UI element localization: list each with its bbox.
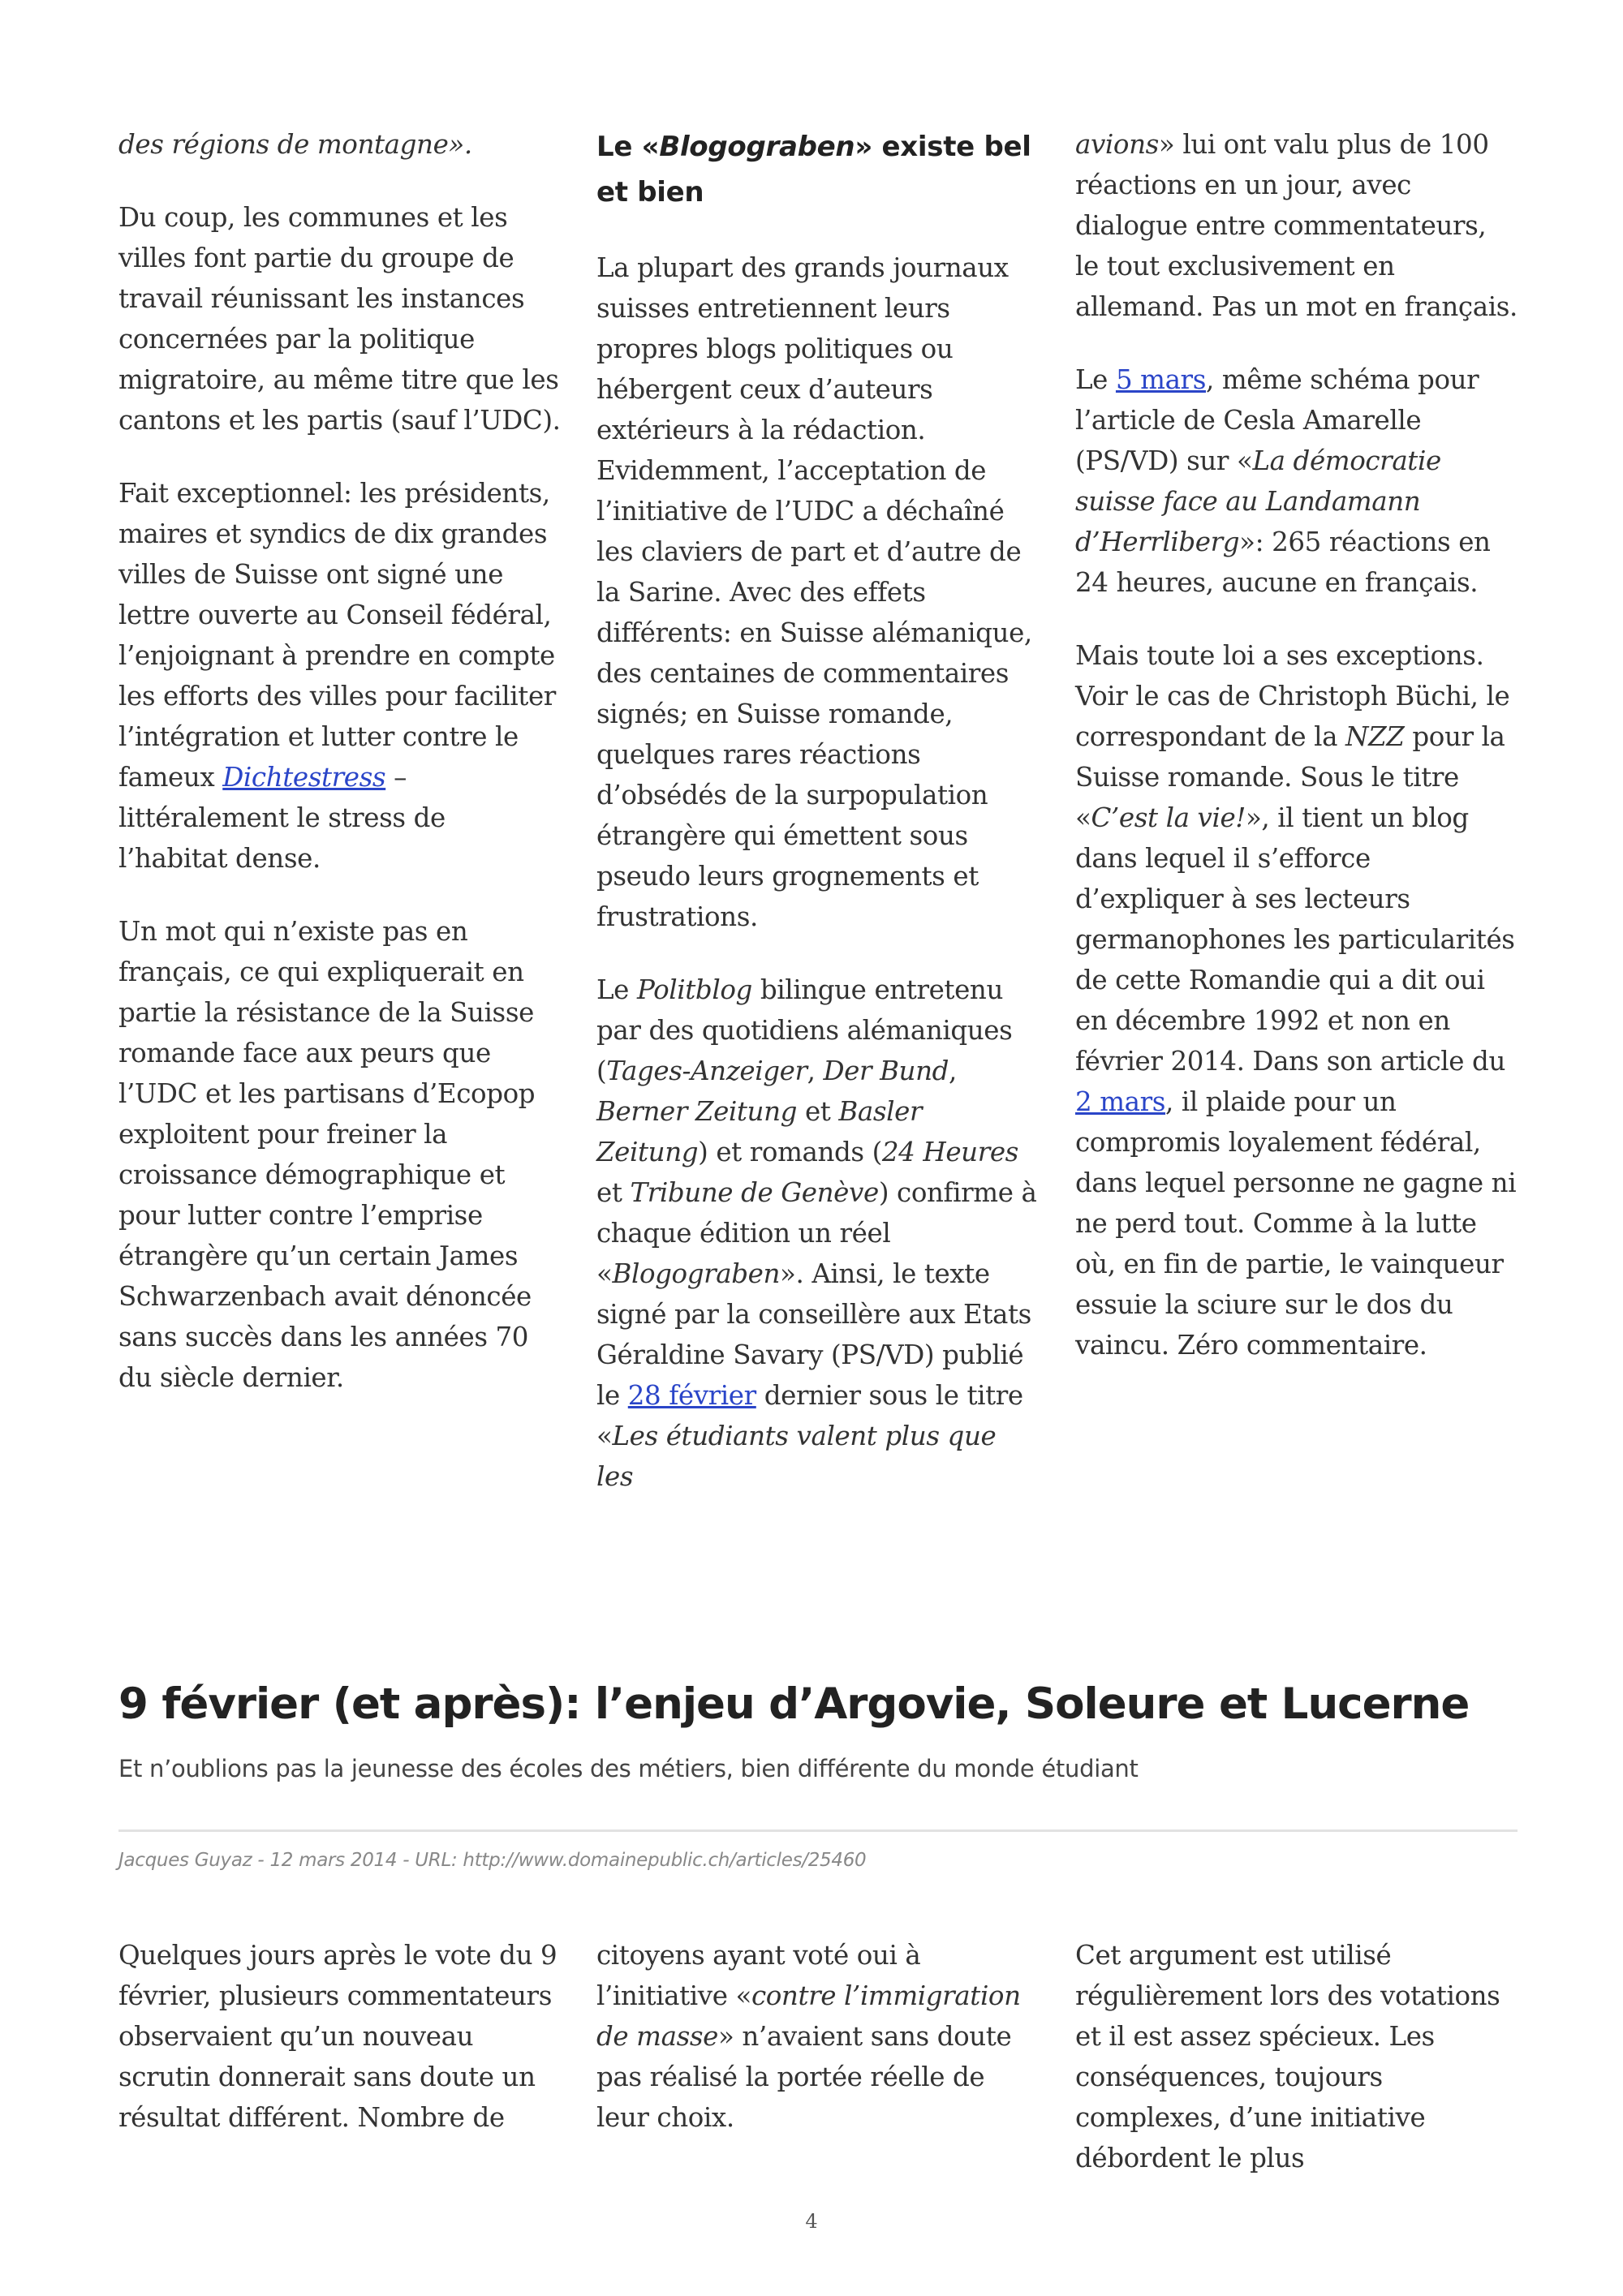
text-run: Mais toute loi a ses exceptions. Voir le cas de Christoph Büchi, le correspondant de la <box>1075 640 1510 752</box>
text-run: ». Ainsi, le texte signé par la conseillère aux Etats Géraldine Savary (PS/VD) publié le <box>596 1258 1031 1411</box>
italic-text: La démocratie suisse face au Landamann d’Herrliberg <box>1075 445 1441 557</box>
paragraph <box>118 911 561 1398</box>
italic-text: Politblog <box>636 974 752 1005</box>
paragraph <box>1075 124 1518 327</box>
inline-link[interactable]: 28 février <box>627 1380 756 1411</box>
italic-text: avions <box>1075 129 1159 160</box>
text-run: , <box>949 1056 957 1086</box>
new-article-column-2 <box>596 1935 1039 2138</box>
text-run: Fait exceptionnel: les présidents, maires et syndics de dix grandes villes de Suisse ont signé une lettre ouverte au Conseil fédéral, l’enjoignant à prendre en compte les efforts des villes pour faciliter l’intégration et lutter contre le fameux <box>118 478 556 793</box>
article-subtitle: Et n’oublions pas la jeunesse des écoles des métiers, bien différente du monde étudiant <box>118 1755 1139 1782</box>
italic-text: Blogograben <box>659 131 855 163</box>
italic-text: des régions de montagne». <box>118 129 472 160</box>
paragraph <box>1075 1935 1518 2178</box>
text-run: Un mot qui n’existe pas en français, ce qui expliquerait en partie la résistance de la Suisse romande face aux peurs que l’UDC et les partisans d’Ecopop exploitent pour freiner la croissance démographique et pour lutter contre l’emprise étrangère qu’un certain James Schwarzenbach avait dénoncée sans succès dans les années 70 du siècle dernier. <box>118 916 536 1393</box>
text-run: » lui ont valu plus de 100 réactions en un jour, avec dialogue entre commentateurs, le tout exclusivement en allemand. Pas un mot en français. <box>1075 129 1518 322</box>
italic-text: Basler Zeitung <box>596 1096 923 1167</box>
text-run: », il tient un blog dans lequel il s’efforce d’expliquer à ses lecteurs germanophones les particularités de cette Romandie qui a dit oui en décembre 1992 et non en février 2014. Dans son article du <box>1075 802 1515 1077</box>
text-run: – littéralement le stress de l’habitat dense. <box>118 762 446 874</box>
text-run: Le <box>596 974 637 1005</box>
italic-text: Blogograben <box>612 1258 780 1289</box>
inline-link[interactable]: 2 mars <box>1075 1086 1166 1117</box>
divider <box>118 1829 1518 1832</box>
text-run: , <box>807 1056 824 1086</box>
paragraph <box>596 1935 1039 2138</box>
paragraph <box>1075 359 1518 603</box>
text-run: Quelques jours après le vote du 9 février, plusieurs commentateurs observaient qu’un nouveau scrutin donnerait sans doute un résultat différent. Nombre de <box>118 1940 558 2133</box>
text-run: Cet argument est utilisé régulièrement lors des votations et il est assez spécieux. Les conséquences, toujours complexes, d’une initiative débordent le plus <box>1075 1940 1500 2173</box>
text-run: pour la Suisse romande. Sous le titre « <box>1075 721 1505 833</box>
text-run: ) et romands ( <box>698 1137 882 1167</box>
italic-text: Tages-Anzeiger <box>606 1056 807 1086</box>
text-run: citoyens ayant voté oui à l’initiative « <box>596 1940 921 2011</box>
text-run: et <box>596 1177 631 1208</box>
italic-text: Berner Zeitung <box>596 1096 798 1127</box>
paragraph <box>1075 635 1518 1365</box>
italic-text: contre l’immigration de masse <box>596 1980 1021 2052</box>
paragraph <box>118 124 561 165</box>
new-article-column-3 <box>1075 1935 1518 2178</box>
italic-text: NZZ <box>1345 721 1405 752</box>
new-article-column-1 <box>118 1935 561 2138</box>
text-run: bilingue entretenu par des quotidiens alémaniques ( <box>596 974 1013 1086</box>
text-run: , même schéma pour l’article de Cesla Amarelle (PS/VD) sur « <box>1075 364 1479 476</box>
inline-link[interactable]: 5 mars <box>1115 364 1206 395</box>
article-column-1 <box>118 124 561 1398</box>
page-number: 4 <box>805 2210 818 2233</box>
italic-text: C’est la vie! <box>1091 802 1246 833</box>
inline-link[interactable]: Dichtestress <box>222 762 386 793</box>
paragraph <box>596 970 1039 1497</box>
text-run: Du coup, les communes et les villes font partie du groupe de travail réunissant les instances concernées par la politique migratoire, au même titre que les cantons et les partis (sauf l’UDC). <box>118 202 561 436</box>
text-run: » n’avaient sans doute pas réalisé la portée réelle de leur choix. <box>596 2021 1012 2133</box>
text-run: La plupart des grands journaux suisses entretiennent leurs propres blogs politiques ou hébergent ceux d’auteurs extérieurs à la rédaction. Evidemment, l’acceptation de l’initiative de l’UDC a déchaîné les claviers de part et d’autre de la Sarine. Avec des effets différents: en Suisse alémanique, des centaines de commentaires signés; en Suisse romande, quelques rares réactions d’obsédés de la surpopulation étrangère qui émettent sous pseudo leurs grognements et frustrations. <box>596 252 1032 932</box>
text-run: »: 265 réactions en 24 heures, aucune en français. <box>1075 527 1491 598</box>
paragraph <box>118 473 561 879</box>
paragraph <box>118 1935 561 2138</box>
section-heading <box>596 124 1039 215</box>
article-column-3 <box>1075 124 1518 1365</box>
italic-text: Der Bund <box>823 1056 949 1086</box>
article-column-2 <box>596 124 1039 1497</box>
italic-text: Tribune de Genève <box>630 1177 879 1208</box>
text-run: Le <box>1075 364 1116 395</box>
italic-text: 24 Heures <box>881 1137 1018 1167</box>
italic-text: Les étudiants valent plus que les <box>596 1421 997 1492</box>
paragraph <box>596 247 1039 937</box>
paragraph <box>118 197 561 441</box>
text-run: dernier sous le titre « <box>596 1380 1023 1451</box>
text-run: ) confirme à chaque édition un réel « <box>596 1177 1037 1289</box>
text-run: et <box>797 1096 839 1127</box>
text-run: , il plaide pour un compromis loyalement fédéral, dans lequel personne ne gagne ni ne perd tout. Comme à la lutte où, en fin de partie, le vainqueur essuie la sciure sur le dos du vaincu. Zéro commentaire. <box>1075 1086 1517 1361</box>
text-run: Le « <box>596 131 660 163</box>
article-byline: Jacques Guyaz - 12 mars 2014 - URL: http://www.domainepublic.ch/articles/25460 <box>118 1850 867 1871</box>
article-title: 9 février (et après): l’enjeu d’Argovie, Soleure et Lucerne <box>118 1679 1470 1729</box>
text-run: » existe bel et bien <box>596 131 1031 209</box>
